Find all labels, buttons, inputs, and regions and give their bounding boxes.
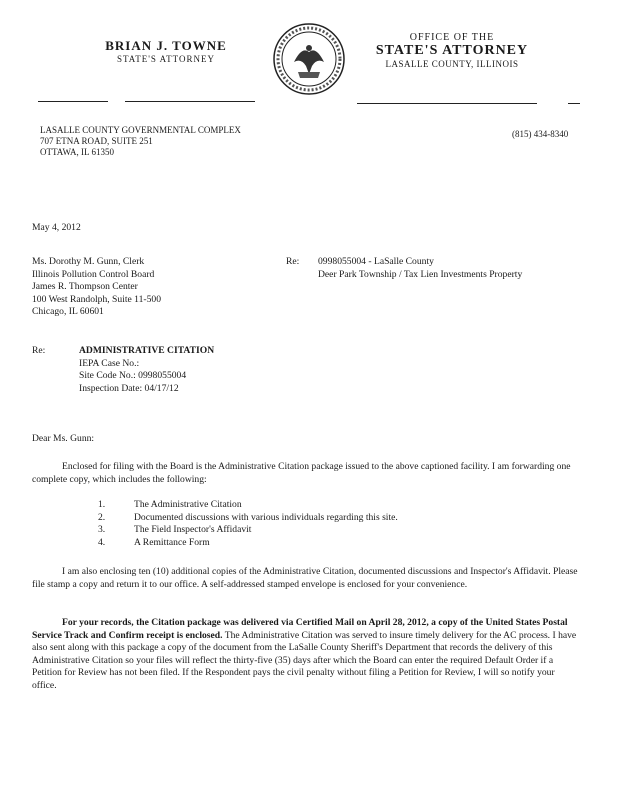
- list-text: Documented discussions with various individuals regarding this site.: [134, 511, 398, 523]
- recipient-line: Illinois Pollution Control Board: [32, 268, 155, 280]
- header-rule: [357, 103, 537, 104]
- list-item: [98, 499, 538, 512]
- header-rule: [568, 103, 580, 104]
- address-line: LASALLE COUNTY GOVERNMENTAL COMPLEX: [40, 125, 241, 135]
- county-seal-icon: [272, 22, 346, 96]
- list-text: The Administrative Citation: [134, 499, 242, 510]
- inspection-date: Inspection Date: 04/17/12: [79, 382, 179, 394]
- header-rule: [38, 101, 108, 102]
- recipient-line: Chicago, IL 60601: [32, 306, 104, 318]
- list-item: [98, 512, 538, 525]
- office-phone: (815) 434-8340: [512, 129, 569, 139]
- address-line: 707 ETNA ROAD, SUITE 251: [40, 136, 153, 146]
- list-text: The Field Inspector's Affidavit: [134, 524, 252, 536]
- header-rule: [125, 101, 255, 102]
- recipient-line: Ms. Dorothy M. Gunn, Clerk: [32, 256, 145, 267]
- list-number: 2.: [98, 511, 106, 523]
- office-line3: LASALLE COUNTY, ILLINOIS: [385, 59, 519, 69]
- re-right-block: [318, 256, 608, 281]
- office-line1: OFFICE OF THE: [409, 32, 495, 43]
- re-right-line: Deer Park Township / Tax Lien Investments Property: [318, 268, 523, 280]
- list-number: 1.: [98, 499, 106, 510]
- list-item: [98, 537, 538, 550]
- list-item: [98, 524, 538, 537]
- paragraph-text: I am also enclosing ten (10) additional copies of the Administrative Citation, documented discussions and Inspector's Affidavit. Please file stamp a copy and return it to our office. A self-addressed stamped envelope is enclosed for your convenience.: [32, 566, 578, 590]
- letterhead-left: [96, 38, 236, 64]
- recipient-address: [32, 256, 272, 319]
- paragraph-enclosed: [32, 461, 580, 486]
- office-address: [40, 125, 300, 158]
- attorney-title: STATE'S ATTORNEY: [117, 54, 215, 64]
- recipient-line: James R. Thompson Center: [32, 281, 138, 293]
- paragraph-copies: [32, 566, 580, 591]
- recipient-line: 100 West Randolph, Suite 11-500: [32, 293, 162, 305]
- address-line: OTTAWA, IL 61350: [40, 147, 114, 157]
- citation-title: ADMINISTRATIVE CITATION: [79, 345, 215, 356]
- letterhead-right: [362, 32, 542, 69]
- enclosure-list: [98, 499, 538, 549]
- paragraph-records: [32, 617, 580, 693]
- re-left-label: Re:: [32, 345, 46, 356]
- list-number: 3.: [98, 524, 106, 536]
- paragraph-text: The Administrative Citation was served to insure timely delivery for the AC process. I have also sent along with this package a copy of the document from the LaSalle County Sheriff's Department that records the delivery of this Administrative Citation so your files will reflect the thirty-five (35) days after which the Board can enter the required Default Order if a Petition for Review has not been filed. If the Respondent pays the civil penalty without filing a Petition for Review, I will so notify your office.: [32, 629, 577, 691]
- re-right-label: Re:: [286, 256, 300, 267]
- re-right-line: 0998055004 - LaSalle County: [318, 256, 434, 267]
- re-left-block: [79, 345, 339, 395]
- list-text: A Remittance Form: [134, 536, 210, 548]
- office-line2: STATE'S ATTORNEY: [375, 43, 529, 58]
- attorney-name: BRIAN J. TOWNE: [105, 38, 227, 53]
- list-number: 4.: [98, 536, 106, 548]
- paragraph-bold-text: For your records, the Citation package was delivered via Certified Mail on April 28, 2012, a copy of the United States Postal Service Track and Confirm receipt is enclosed.: [32, 617, 568, 641]
- case-number: IEPA Case No.:: [79, 357, 140, 369]
- letter-date: May 4, 2012: [32, 222, 81, 233]
- site-code: Site Code No.: 0998055004: [79, 370, 187, 382]
- paragraph-text: Enclosed for filing with the Board is the Administrative Citation package issued to the above captioned facility. I am forwarding one complete copy, which includes the following:: [32, 461, 571, 485]
- salutation: Dear Ms. Gunn:: [32, 433, 95, 444]
